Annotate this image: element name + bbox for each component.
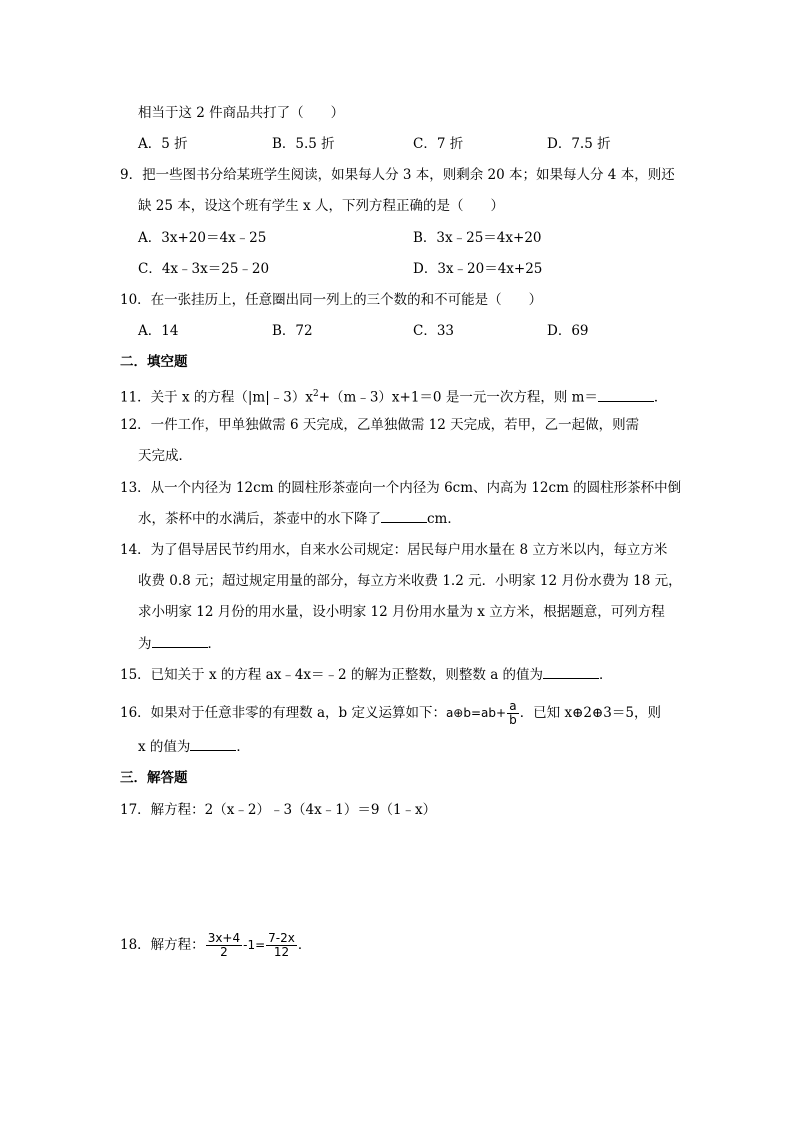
q8-option-a: A．5 折 xyxy=(138,136,188,152)
q11-text-b: +（m﹣3）x+1＝0 是一元一次方程，则 m＝ xyxy=(318,389,598,406)
q14-line-4 xyxy=(138,635,221,653)
q13-text: 水，茶杯中的水满后，茶壶中的水下降了 xyxy=(138,511,381,527)
q16-fraction xyxy=(507,700,519,727)
q14-line-3: 求小明家 12 月份的用水量，设小明家 12 月份用水量为 x 立方米，根据题意，可列方程 xyxy=(138,604,665,620)
q9-line-1: 9．把一些图书分给某班学生阅读，如果每人分 3 本，则剩余 20 本；如果每人分 4 本，则还 xyxy=(120,167,675,183)
q16-text-b: ．已知 x⊕2⊕3＝5，则 xyxy=(519,705,661,721)
q13-answer-blank[interactable] xyxy=(381,510,427,523)
q18-left-numerator: 3x+4 xyxy=(207,931,241,945)
q15-line xyxy=(120,666,613,684)
q18-right-numerator: 7-2x xyxy=(268,931,295,945)
q18-fraction-right xyxy=(266,932,297,959)
q16-text-c: x 的值为 xyxy=(138,739,191,755)
q14-answer-blank[interactable] xyxy=(152,635,208,648)
q14-line-1: 14．为了倡导居民节约用水，自来水公司规定：居民每户用水量在 8 立方米以内，每立方米 xyxy=(120,542,668,558)
q13-unit: cm． xyxy=(427,511,461,527)
q12-line-1: 12．一件工作，甲单独做需 6 天完成，乙单独做需 12 天完成，若甲，乙一起做，则需 xyxy=(120,417,640,433)
q9-option-b: B．3x﹣25＝4x+20 xyxy=(413,230,542,246)
q16-formula: a⊕b=ab+ xyxy=(445,706,507,720)
q14-text: 为 xyxy=(138,636,152,652)
q9-option-d: D．3x﹣20＝4x+25 xyxy=(413,261,543,277)
q13-line-2 xyxy=(138,510,461,528)
q8-option-d: D．7.5 折 xyxy=(547,136,611,152)
q18-right-denominator: 12 xyxy=(273,945,290,959)
q16-text-a: 16．如果对于任意非零的有理数 a，b 定义运算如下： xyxy=(120,705,446,721)
section-solve-heading: 三．解答题 xyxy=(120,770,188,786)
q17-line: 17．解方程：2（x﹣2）﹣3（4x﹣1）＝9（1﹣x） xyxy=(120,802,437,818)
q16-answer-blank[interactable] xyxy=(190,738,236,751)
q9-option-a: A．3x+20＝4x﹣25 xyxy=(138,230,267,246)
q15-end: ． xyxy=(599,667,613,683)
q11-line xyxy=(120,385,667,407)
q8-continuation: 相当于这 2 件商品共打了（ ） xyxy=(138,105,345,121)
q11-end: ． xyxy=(653,389,668,406)
section-fill-in-blank-heading: 二．填空题 xyxy=(120,354,188,370)
q16-line-2 xyxy=(138,738,250,756)
q16-end: ． xyxy=(236,739,250,755)
q18-left-denominator: 2 xyxy=(220,945,228,959)
q11-exponent: 2 xyxy=(312,389,319,399)
q16-fraction-numerator: a xyxy=(507,700,519,714)
q10-option-b: B．72 xyxy=(272,323,313,339)
q9-line-2: 缺 25 本，设这个班有学生 x 人，下列方程正确的是（ ） xyxy=(138,198,504,214)
q18-middle: -1= xyxy=(243,938,266,952)
q8-option-c: C．7 折 xyxy=(413,136,464,152)
q8-option-b: B．5.5 折 xyxy=(272,136,335,152)
q14-end: ． xyxy=(207,636,221,652)
q11-text-a: 11．关于 x 的方程（|m|﹣3）x xyxy=(120,389,313,406)
q12-line-2: 天完成． xyxy=(138,448,192,464)
q18-text: 18．解方程： xyxy=(120,937,205,953)
q10-line-1: 10．在一张挂历上，任意圈出同一列上的三个数的和不可能是（ ） xyxy=(120,292,543,308)
q15-answer-blank[interactable] xyxy=(543,666,599,679)
q10-option-d: D．69 xyxy=(547,323,589,339)
q16-line-1 xyxy=(120,700,661,727)
q9-option-c: C．4x﹣3x＝25﹣20 xyxy=(138,261,270,277)
q11-answer-blank[interactable] xyxy=(598,389,654,402)
q10-option-a: A．14 xyxy=(138,323,179,339)
q18-fraction-left xyxy=(206,932,242,959)
q18-line xyxy=(120,928,311,962)
q16-fraction-denominator: b xyxy=(509,713,517,727)
q15-text: 15．已知关于 x 的方程 ax﹣4x＝﹣2 的解为正整数，则整数 a 的值为 xyxy=(120,667,544,683)
q10-option-c: C．33 xyxy=(413,323,455,339)
q14-line-2: 收费 0.8 元；超过规定用量的部分，每立方米收费 1.2 元．小明家 12 月份水费为 18 元， xyxy=(138,573,682,589)
q13-line-1: 13．从一个内径为 12cm 的圆柱形茶壶向一个内径为 6cm、内高为 12cm 的圆柱形茶杯中倒 xyxy=(120,480,682,496)
q18-end: ． xyxy=(297,937,312,953)
